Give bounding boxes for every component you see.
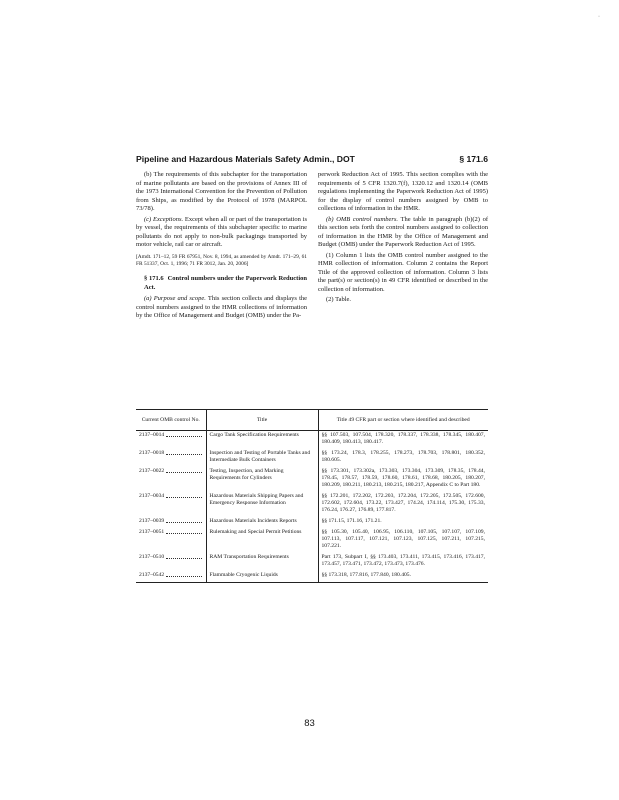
cfr-parts: §§ 173.24, 178.3, 178.255, 178.273, 178.703, 178.801, 180.352, 180.605. <box>318 449 488 467</box>
control-number-table <box>136 409 488 583</box>
table-row <box>136 528 488 553</box>
table-row <box>136 553 488 571</box>
control-number: 2137–0510 <box>139 554 165 560</box>
report-title: Rulemaking and Special Permit Petitions <box>206 528 318 553</box>
page-number: 83 <box>304 718 315 729</box>
report-title: Flammable Cryogenic Liquids <box>206 571 318 583</box>
control-number: 2137–0034 <box>139 493 165 499</box>
dot-leader <box>166 554 201 559</box>
table-row <box>136 449 488 467</box>
table-row <box>136 431 488 450</box>
section-title: Control numbers under the Paperwork Reduction Act. <box>144 274 307 291</box>
dot-leader <box>166 518 201 523</box>
dot-leader <box>166 468 201 473</box>
control-number: 2137–0542 <box>139 572 165 578</box>
control-number: 2137–0022 <box>139 468 165 474</box>
paragraph-b2: (2) Table. <box>326 296 352 304</box>
paragraph-a <box>136 295 307 321</box>
cfr-parts: §§ 107.503, 107.504, 178.320, 178.337, 178.338, 178.345, 180.407, 180.409, 180.413, 180.417. <box>318 431 488 450</box>
report-title: RAM Transportation Requirements <box>206 553 318 571</box>
running-head-section: § 171.6 <box>459 154 488 164</box>
cfr-parts: §§ 173.301, 173.302a, 173.303, 173.304, 173.309, 178.35, 178.44, 178.45, 178.57, 178.59, 178.60, 178.61, 178.68, 180.205, 180.207, 180.209, 180.211, 180.213, 180.215, 180.217, Appendix C to Part 180. <box>318 467 488 492</box>
paragraph-a-continued: perwork Reduction Act of 1995. This section complies with the requirements of 5 CFR 1320.7(f), 1320.12 and 1320.14 (OMB regulations implementing the Paperwork Reduction Act of 1995) for the display of control numbers assigned by OMB to collections of information in the HMR. <box>318 171 488 213</box>
scan-mark: · <box>598 14 600 20</box>
table-row <box>136 517 488 528</box>
report-title: Hazardous Materials Incidents Reports <box>206 517 318 528</box>
left-column <box>136 171 307 323</box>
dot-leader <box>166 572 201 577</box>
running-head <box>136 154 488 164</box>
table-header-row <box>136 410 488 431</box>
dot-leader <box>166 432 201 437</box>
amendment-history: [Amdt. 171–12, 59 FR 67951, Nov. 8, 1994, as amended by Amdt. 171–29, 61 FR 51337, Oct. 1, 1996; 71 FR 3012, Jan. 20, 2006] <box>136 253 307 267</box>
paragraph-b-text: The table in paragraph (b)(2) of this section sets forth the control numbers assigned to collection of information in the HMR by the Office of Management and Budget (OMB) under the Paperwork Reduction Act of 1995. <box>318 215 488 249</box>
control-number: 2137–0039 <box>139 518 165 524</box>
dot-leader <box>166 450 201 455</box>
table-row <box>136 467 488 492</box>
control-number: 2137–0051 <box>139 529 165 535</box>
header-cfr-parts: Title 49 CFR part or section where identified and described <box>318 410 488 431</box>
running-head-title: Pipeline and Hazardous Materials Safety Admin., DOT <box>136 154 355 164</box>
section-heading <box>136 275 307 292</box>
report-title: Testing, Inspection, and Marking Requirements for Cylinders <box>206 467 318 492</box>
paragraph-b: (b) The requirements of this subchapter for the transportation of marine pollutants are based on the provisions of Annex III of the 1973 International Convention for the Prevention of Pollution from Ships, as modified by the Protocol of 1978 (MARPOL 73/78). <box>136 171 307 213</box>
control-number: 2137–0018 <box>139 450 165 456</box>
table-row <box>136 571 488 583</box>
table-row <box>136 492 488 517</box>
paragraph-a-label: (a) Purpose and scope. <box>144 295 206 303</box>
report-title: Hazardous Materials Shipping Papers and Emergency Response Information <box>206 492 318 517</box>
paragraph-a-text: This section collects and displays the control numbers assigned to the HMR collections of information by the Office of Management and Budget (OMB) under the Pa- <box>136 295 308 320</box>
paragraph-c <box>136 216 307 250</box>
cfr-parts: §§ 105.30, 105.40, 106.95, 106.110, 107.105, 107.107, 107.109, 107.113, 107.117, 107.121, 107.123, 107.125, 107.211, 107.215, 107.221. <box>318 528 488 553</box>
report-title: Inspection and Testing of Portable Tanks and Intermediate Bulk Containers <box>206 449 318 467</box>
paragraph-b1: (1) Column 1 lists the OMB control number assigned to the HMR collection of information. Column 2 contains the Report Title of the approved collection of information. Column 3 lists the part(s) or section(s) in 49 CFR identified or described in the collection of information. <box>318 251 488 293</box>
right-column <box>318 171 488 306</box>
dot-leader <box>166 529 201 534</box>
section-number: § 171.6 <box>144 274 164 282</box>
cfr-parts: §§ 172.201, 172.202, 172.203, 172.204, 172.205, 172.505, 172.600, 172.602, 172.604, 173.22, 173.427, 174.24, 174.114, 175.30, 175.33, 176.24, 176.27, 176.89, 177.817. <box>318 492 488 517</box>
paragraph-c-text: Except when all or part of the transportation is by vessel, the requirements of this subchapter specific to marine pollutants do not apply to non-bulk packagings transported by motor vehicle, rail car or aircraft. <box>136 215 308 249</box>
header-title: Title <box>206 410 318 431</box>
cfr-parts: §§ 173.318, 177.816, 177.840, 180.405. <box>318 571 488 583</box>
paragraph-b-label: (b) OMB control numbers. <box>326 215 399 223</box>
control-number: 2137–0014 <box>139 432 165 438</box>
paragraph-c-label: (c) Exceptions. <box>144 215 184 223</box>
dot-leader <box>166 493 201 498</box>
paragraph-b-omb <box>318 216 488 250</box>
cfr-parts: §§ 171.15, 171.16, 171.21. <box>318 517 488 528</box>
header-control-number: Current OMB control No. <box>136 410 206 431</box>
cfr-parts: Part 173, Subpart I, §§ 173.403, 173.411, 173.415, 173.416, 173.417, 173.457, 173.471, 173.472, 173.473, 173.476. <box>318 553 488 571</box>
report-title: Cargo Tank Specification Requirements <box>206 431 318 450</box>
